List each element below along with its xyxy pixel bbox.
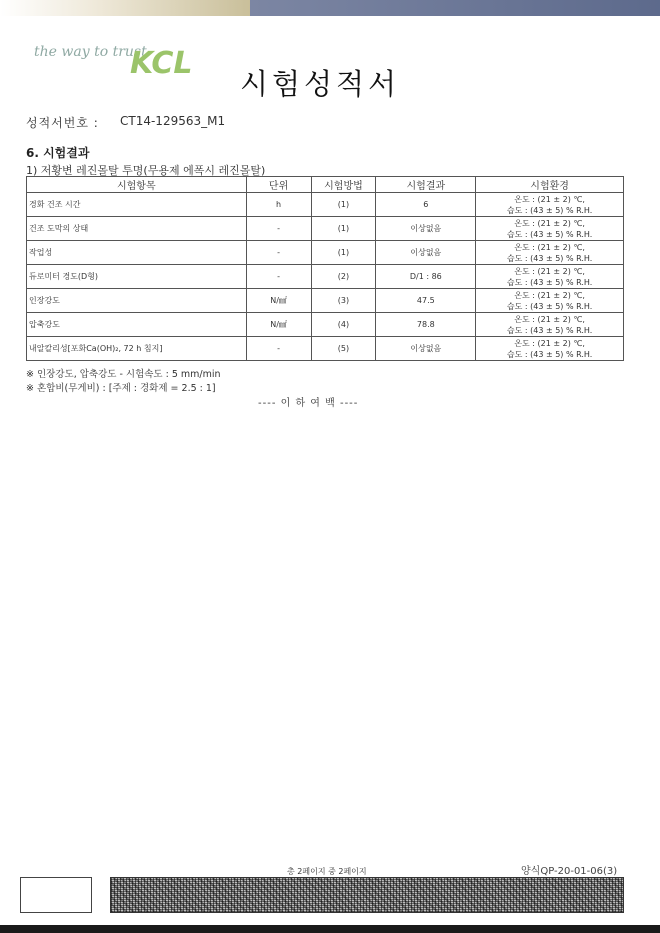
result-cell: 78.8 — [376, 313, 476, 337]
humidity-text: 습도 : (43 ± 5) % R.H. — [506, 253, 593, 263]
table-row — [27, 265, 624, 289]
table-row — [27, 217, 624, 241]
page-number: 총 2페이지 중 2페이지 — [287, 867, 367, 876]
security-barcode — [110, 877, 624, 913]
table-header-row — [27, 177, 624, 193]
test-item: 건조 도막의 상태 — [27, 217, 247, 241]
temperature-text: 온도 : (21 ± 2) ℃, — [514, 314, 585, 324]
note-mix-ratio: ※ 혼합비(무게비) : [주제 : 경화제 = 2.5 : 1] — [26, 383, 216, 394]
result-cell: D/1 : 86 — [376, 265, 476, 289]
document-title: 시험성적서 — [240, 67, 401, 101]
table-row — [27, 193, 624, 217]
unit-cell: N/㎟ — [246, 313, 311, 337]
test-item: 압축강도 — [27, 313, 247, 337]
table-row — [27, 289, 624, 313]
test-item: 내알칼리성[포화Ca(OH)₂, 72 h 침지] — [27, 337, 247, 361]
end-of-content-mark: ---- 이 하 여 백 ---- — [258, 398, 359, 409]
certificate-number-line — [26, 114, 226, 131]
top-band-left — [0, 0, 250, 16]
method-cell: (4) — [311, 313, 376, 337]
environment-cell — [476, 217, 624, 241]
temperature-text: 온도 : (21 ± 2) ℃, — [514, 218, 585, 228]
unit-cell: - — [246, 217, 311, 241]
top-color-band — [0, 0, 660, 16]
method-cell: (1) — [311, 241, 376, 265]
unit-cell: N/㎟ — [246, 289, 311, 313]
environment-cell — [476, 193, 624, 217]
test-item: 경화 건조 시간 — [27, 193, 247, 217]
temperature-text: 온도 : (21 ± 2) ℃, — [514, 338, 585, 348]
humidity-text: 습도 : (43 ± 5) % R.H. — [506, 325, 593, 335]
table-row — [27, 313, 624, 337]
table-row — [27, 337, 624, 361]
humidity-text: 습도 : (43 ± 5) % R.H. — [506, 205, 593, 215]
result-cell: 47.5 — [376, 289, 476, 313]
temperature-text: 온도 : (21 ± 2) ℃, — [514, 266, 585, 276]
result-cell: 이상없음 — [376, 241, 476, 265]
result-cell: 이상없음 — [376, 337, 476, 361]
environment-cell — [476, 313, 624, 337]
method-cell: (1) — [311, 193, 376, 217]
test-item: 작업성 — [27, 241, 247, 265]
header-item: 시험항목 — [27, 177, 247, 193]
kcl-logo-text: KCL — [130, 46, 192, 80]
environment-cell — [476, 289, 624, 313]
results-table — [26, 176, 624, 361]
unit-cell: - — [246, 241, 311, 265]
certificate-number-label: 성적서번호 : — [26, 116, 99, 130]
method-cell: (1) — [311, 217, 376, 241]
unit-cell: h — [246, 193, 311, 217]
humidity-text: 습도 : (43 ± 5) % R.H. — [506, 229, 593, 239]
note-test-speed: ※ 인장강도, 압축강도 - 시험속도 : 5 mm/min — [26, 369, 221, 380]
temperature-text: 온도 : (21 ± 2) ℃, — [514, 194, 585, 204]
bottom-scan-edge — [0, 925, 660, 933]
unit-cell: - — [246, 265, 311, 289]
result-cell: 이상없음 — [376, 217, 476, 241]
header-environment: 시험환경 — [476, 177, 624, 193]
result-cell: 6 — [376, 193, 476, 217]
temperature-text: 온도 : (21 ± 2) ℃, — [514, 242, 585, 252]
table-row — [27, 241, 624, 265]
form-code: 양식QP-20-01-06(3) — [521, 866, 618, 877]
section-subheading: 1) 저황변 레진몰탈 투명(무용제 에폭시 레진몰탈) — [26, 164, 266, 177]
header-result: 시험결과 — [376, 177, 476, 193]
humidity-text: 습도 : (43 ± 5) % R.H. — [506, 277, 593, 287]
method-cell: (2) — [311, 265, 376, 289]
footer-blank-box — [20, 877, 92, 913]
section-heading: 6. 시험결과 — [26, 146, 90, 160]
test-item: 듀로미터 경도(D형) — [27, 265, 247, 289]
temperature-text: 온도 : (21 ± 2) ℃, — [514, 290, 585, 300]
method-cell: (5) — [311, 337, 376, 361]
humidity-text: 습도 : (43 ± 5) % R.H. — [506, 349, 593, 359]
header-method: 시험방법 — [311, 177, 376, 193]
environment-cell — [476, 337, 624, 361]
certificate-number: CT14-129563_M1 — [120, 114, 226, 128]
slogan: the way to trust — [34, 44, 147, 60]
header-unit: 단위 — [246, 177, 311, 193]
test-item: 인장강도 — [27, 289, 247, 313]
kcl-logo — [128, 40, 192, 80]
humidity-text: 습도 : (43 ± 5) % R.H. — [506, 301, 593, 311]
unit-cell: - — [246, 337, 311, 361]
environment-cell — [476, 265, 624, 289]
environment-cell — [476, 241, 624, 265]
top-band-right — [250, 0, 660, 16]
method-cell: (3) — [311, 289, 376, 313]
